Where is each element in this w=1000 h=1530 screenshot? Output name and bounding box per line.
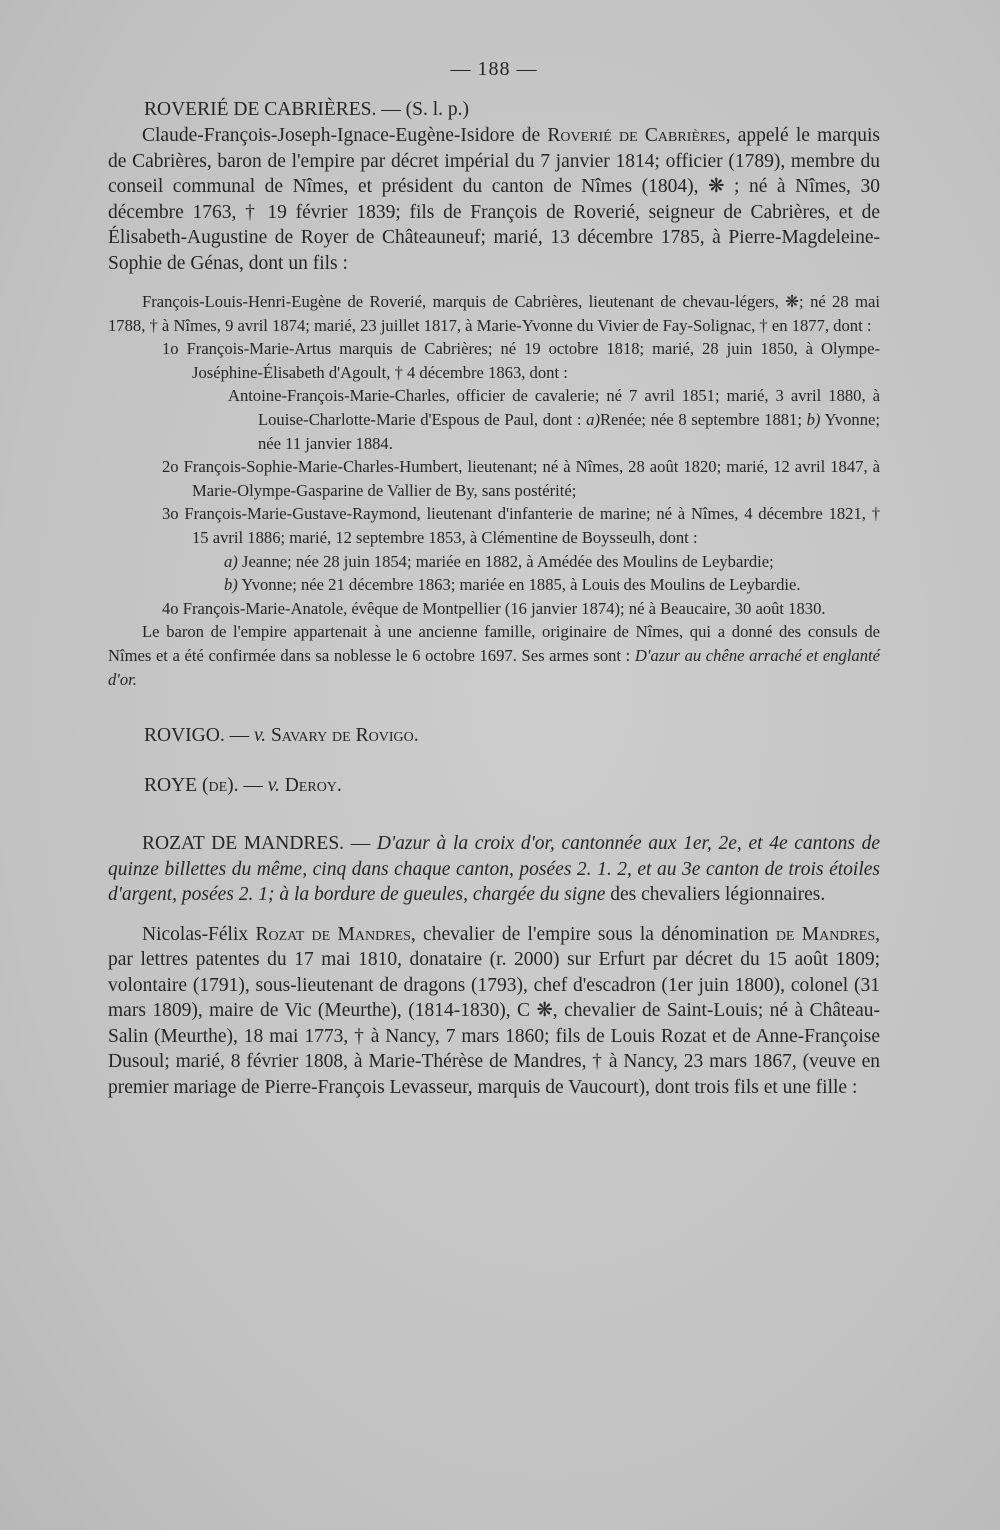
child-2: 2o François-Sophie-Marie-Charles-Humbert, lieutenant; né à Nîmes, 28 août 1820; marié, 12 avril 1847, à Marie-Olympe-Gasparine de Vallier de By, sans postérité; (162, 457, 880, 500)
child-4: 4o François-Marie-Anatole, évêque de Montpellier (16 janvier 1874); né à Beaucaire, 30 août 1830. (162, 598, 826, 618)
page-number: — 188 — (450, 58, 538, 80)
rozat-dash: — (344, 833, 377, 855)
rozat-bio-name-2: de Mandres (775, 923, 876, 945)
roye-reference: Deroy. (284, 775, 342, 797)
grandchild-1-a-label: a) (586, 409, 600, 429)
roye-see: v. (267, 775, 280, 797)
rozat-biography (108, 922, 880, 1101)
family-note-text: Le baron de l'empire appartenait à une ancienne famille, originaire de Nîmes, qui a donné des consuls de Nîmes et a été confirmée dans sa noblesse le 6 octobre 1697. Ses armes sont : (108, 622, 880, 665)
rovigo-name: ROVIGO. (144, 725, 225, 747)
child-3: 3o François-Marie-Gustave-Raymond, lieutenant d'infanterie de marine; né à Nîmes, 4 décembre 1821, † 15 avril 1886; marié, 12 septembre 1853, à Clémentine de Boysseulh, dont : (162, 504, 880, 547)
child-3-a (108, 550, 880, 574)
main-text-before: Claude-François-Joseph-Ignace-Eugène-Isidore de (142, 125, 541, 146)
entry-heading-roverie: ROVERIÉ DE CABRIÈRES. — (S. l. p.) (144, 99, 470, 120)
rovigo-reference: Savary de Rovigo. (270, 725, 419, 747)
child-3-b-text: Yvonne; née 21 décembre 1863; mariée en 1885, à Louis des Moulins de Leybardie. (241, 575, 801, 595)
entry-roverie (108, 97, 880, 691)
grandchild-1 (108, 384, 880, 455)
main-text-after: , appelé le marquis de Cabrières, baron de l'empire par décret impérial du 7 janvier 1814; officier (1789), membre du conseil communal de Nîmes, et président du canton de Nîmes (1804), ❋ ; né à Nîmes, 30 décembre 1763, † 19 février 1839; fils de François de Roverié, seigneur de Cabrières, et de Élisabeth-Augustine de Royer de Châteauneuf; marié, 13 décembre 1785, à Pierre-Magdeleine-Sophie de Génas, dont un fils : (108, 125, 880, 274)
rozat-arms: D'azur à la croix d'or, cantonnée aux 1er, 2e, et 4e cantons de quinze billettes du même, cinq dans chaque canton, posées 2. 1. 2, et au 3e canton de trois étoiles d'argent, posées 2. 1; à la bordure de gueules, chargée du signe (108, 833, 881, 906)
paragraph-son: François-Louis-Henri-Eugène de Roverié, marquis de Cabrières, lieutenant de chevau-légers, ❋; né 28 mai 1788, † à Nîmes, 9 avril 1874; marié, 23 juillet 1817, à Marie-Yvonne du Vivier de Fay-Solignac, † en 1877, dont : (108, 292, 880, 335)
family-note (108, 620, 880, 691)
family-arms: D'azur au chêne arraché et englanté d'or. (108, 645, 881, 689)
grandchild-1-text: Antoine-François-Marie-Charles, officier de cavalerie; né 7 avril 1851; marié, 3 avril 1880, à Louise-Charlotte-Marie d'Espous de Paul, dont : (228, 386, 880, 429)
paragraph-main-person (108, 123, 880, 276)
child-3-b (108, 573, 880, 597)
rozat-bio-text-before: Nicolas-Félix (142, 923, 249, 945)
main-name: Roverié de Cabrières (547, 125, 726, 146)
roye-dash: — (238, 775, 268, 797)
grandchild-1-b: Yvonne; née 11 janvier 1884. (258, 409, 880, 453)
grandchild-1-b-label: b) (806, 409, 821, 429)
rovigo-see: v. (253, 725, 267, 747)
rozat-bio-text-mid: , chevalier de l'empire sous la dénomination (410, 923, 769, 945)
child-3-a-label: a) (224, 551, 238, 571)
entry-rovigo (108, 723, 880, 749)
rozat-heading: ROZAT DE MANDRES. (142, 833, 345, 855)
entry-rozat (108, 831, 880, 1100)
rozat-bio-text-after: , par lettres patentes du 17 mai 1810, donataire (r. 2000) sur Erfurt par décret du 15 août 1809; volontaire (1791), sous-lieutenant de dragons (1793), chef d'escadron (1er juin 1800), colonel (31 mars 1809), maire de Vic (Meurthe), (1814-1830), C ❋, chevalier de Saint-Louis; né à Château-Salin (Meurthe), 18 mai 1773, † à Nancy, 7 mars 1860; fils de Louis Rozat et de Anne-Françoise Dusoul; marié, 8 février 1808, à Marie-Thérèse de Mandres, † à Nancy, 23 mars 1867, (veuve en premier mariage de Pierre-François Levasseur, marquis de Vaucourt), dont trois fils et une fille : (108, 923, 881, 1098)
rozat-arms-paragraph (108, 831, 880, 908)
roye-particle: (de). (201, 775, 239, 797)
child-3-a-text: Jeanne; née 28 juin 1854; mariée en 1882, à Amédée des Moulins de Leybardie; (241, 551, 774, 571)
entry-roye (108, 773, 880, 799)
rozat-bio-name: Rozat de Mandres (255, 923, 411, 945)
rovigo-dash: — (224, 725, 254, 747)
child-1: 1o François-Marie-Artus marquis de Cabrières; né 19 octobre 1818; marié, 28 juin 1850, à Olympe-Joséphine-Élisabeth d'Agoult, † 4 décembre 1863, dont : (162, 339, 880, 382)
child-3-b-label: b) (224, 575, 238, 595)
grandchild-1-a: Renée; née 8 septembre 1881; (599, 409, 802, 429)
roye-name: ROYE (144, 775, 198, 797)
rozat-arms-end: des chevaliers légionnaires. (610, 884, 826, 906)
